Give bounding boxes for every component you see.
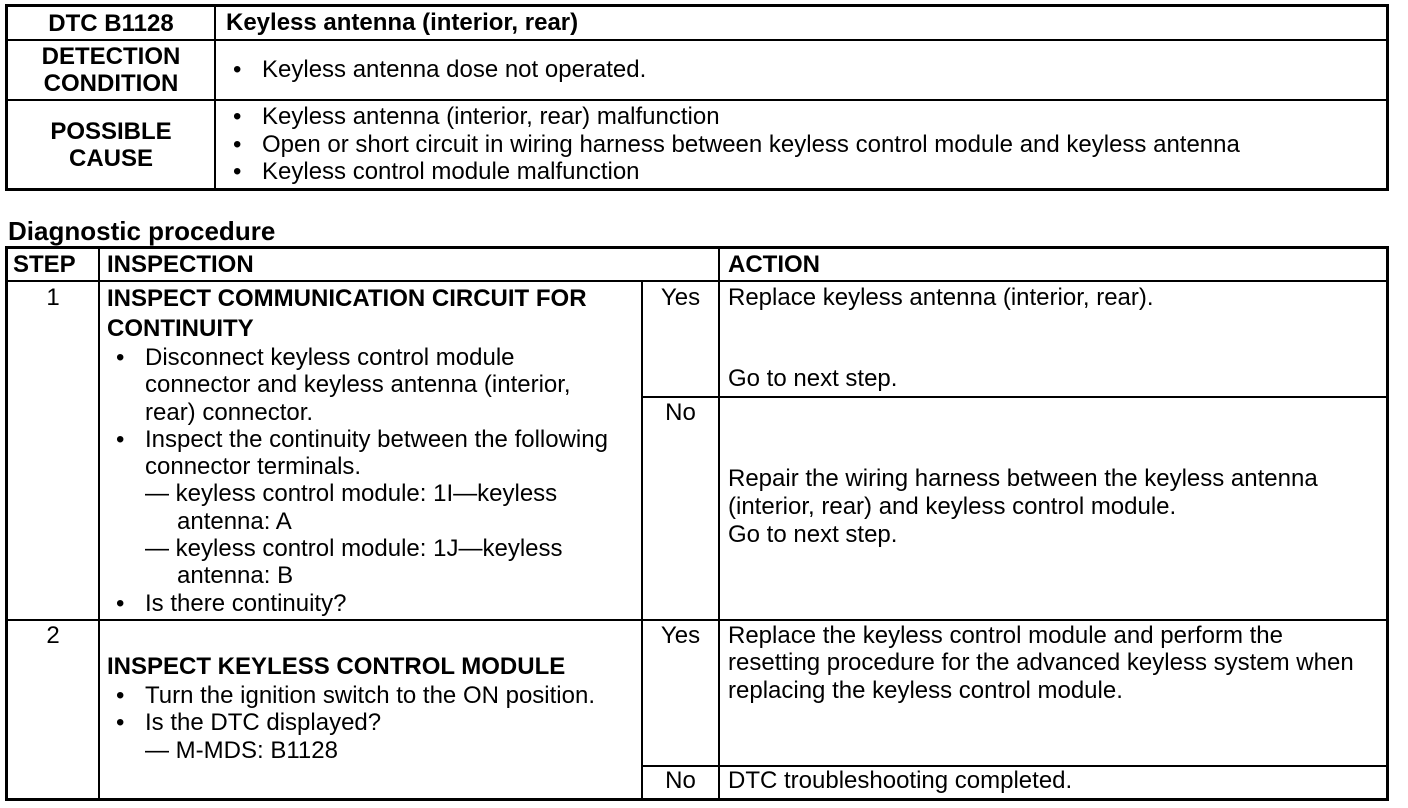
detection-condition-label-cell	[8, 41, 214, 99]
possible-cause-cell	[216, 101, 1386, 188]
dtc-info-table	[5, 4, 1389, 191]
detection-condition-item	[216, 56, 1386, 84]
no-action-cell	[720, 767, 1386, 798]
detection-condition-text: Keyless antenna dose not operated.	[262, 56, 647, 84]
possible-cause-text: Keyless antenna (interior, rear) malfunction	[262, 103, 720, 131]
detection-condition-cell	[216, 41, 1386, 99]
no-action-cell	[720, 398, 1386, 619]
possible-cause-label: POSSIBLE CAUSE	[50, 117, 172, 172]
inspection-bullet-list	[107, 682, 617, 764]
dtc-code-cell	[8, 7, 214, 39]
step-number: 2	[8, 621, 98, 798]
inspection-title: INSPECT KEYLESS CONTROL MODULE	[107, 653, 566, 680]
action-text: DTC troubleshooting completed.	[728, 767, 1073, 794]
inspection-cell	[100, 621, 641, 798]
detection-condition-label: DETECTION CONDITION	[41, 43, 181, 97]
possible-cause-text: Keyless control module malfunction	[262, 158, 640, 186]
no-label: No	[643, 398, 718, 619]
inspection-bullet-list	[107, 344, 617, 617]
detection-condition-list	[216, 56, 1386, 84]
possible-cause-item	[216, 158, 1386, 186]
inspection-bullet	[107, 426, 617, 590]
inspection-bullet-text: Disconnect keyless control module connector and keyless antenna (interior, rear) connector.	[145, 344, 571, 426]
column-header-step-text: STEP	[13, 250, 76, 278]
inspection-bullet	[107, 682, 617, 709]
inspection-bullet-text: Inspect the continuity between the following connector terminals.	[145, 425, 608, 481]
dtc-title: Keyless antenna (interior, rear)	[226, 9, 579, 36]
column-header-step	[8, 249, 98, 280]
no-label: No	[643, 767, 718, 798]
possible-cause-text: Open or short circuit in wiring harness between keyless control module and keyless antenna	[262, 130, 1240, 158]
inspection-cell	[100, 282, 641, 619]
column-header-action	[720, 249, 1386, 280]
column-header-inspection-text: INSPECTION	[107, 250, 254, 278]
possible-cause-label-cell	[8, 101, 214, 188]
action-text: Go to next step.	[728, 365, 898, 392]
yes-label: Yes	[643, 621, 718, 765]
yes-action-cell	[720, 282, 1386, 396]
inspection-bullet-text: Is there continuity?	[145, 589, 347, 617]
inspection-title: INSPECT COMMUNICATION CIRCUIT FOR CONTINUITY	[107, 285, 587, 342]
inspection-bullet	[107, 344, 617, 426]
procedure-table	[5, 246, 1389, 801]
possible-cause-list	[216, 103, 1386, 186]
dtc-title-cell	[216, 7, 1386, 39]
inspection-sub-item: — keyless control module: 1I—keyless antenna: A	[145, 480, 558, 535]
possible-cause-item	[216, 131, 1386, 159]
column-header-inspection	[100, 249, 718, 280]
procedure-heading: Diagnostic procedure	[8, 216, 276, 246]
possible-cause-item	[216, 103, 1386, 131]
inspection-bullet	[107, 590, 617, 617]
action-text: Go to next step.	[728, 521, 898, 548]
column-header-action-text: ACTION	[728, 250, 820, 278]
action-text: Replace keyless antenna (interior, rear).	[728, 284, 1154, 311]
yes-action-cell	[720, 621, 1386, 765]
action-text: Replace the keyless control module and perform the resetting procedure for the advanced keyless system when replacing the keyless control module.	[728, 622, 1354, 704]
inspection-sub-item: — M-MDS: B1128	[145, 736, 338, 764]
inspection-bullet	[107, 709, 617, 764]
yes-label: Yes	[643, 282, 718, 396]
inspection-sub-item: — keyless control module: 1J—keyless antenna: B	[145, 535, 563, 590]
dtc-code: DTC B1128	[48, 9, 174, 37]
inspection-bullet-text: Is the DTC displayed?	[145, 709, 382, 737]
inspection-bullet-text: Turn the ignition switch to the ON position.	[145, 682, 595, 709]
action-text: Repair the wiring harness between the keyless antenna (interior, rear) and keyless control module.	[728, 465, 1318, 520]
step-number: 1	[8, 282, 98, 619]
